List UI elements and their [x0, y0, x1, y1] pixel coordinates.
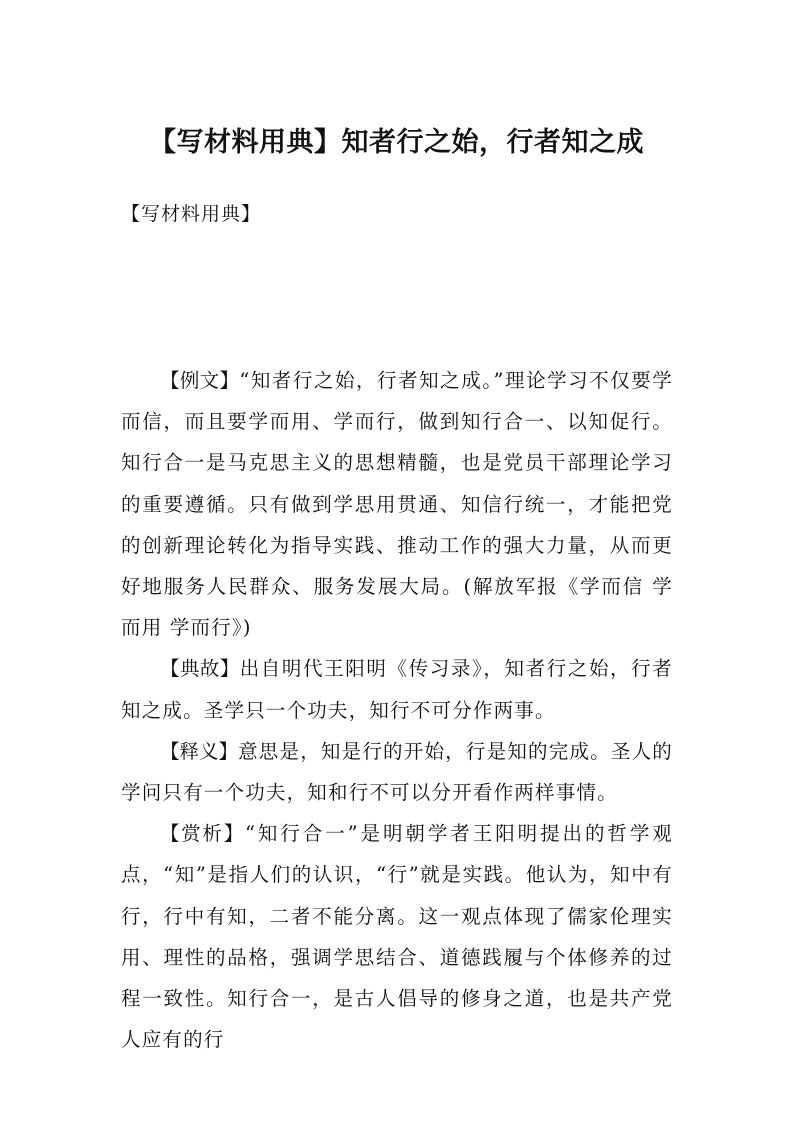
paragraph-text: 意思是，知是行的开始，行是知的完成。圣人的学问只有一个功夫，知和行不可以分开看作两样事情。 — [121, 739, 673, 805]
paragraph-example — [121, 360, 673, 648]
paragraph-text: “知者行之始，行者知之成。”理论学习不仅要学而信，而且要学而用、学而行，做到知行合一、以知促行。知行合一是马克思主义的思想精髓，也是党员干部理论学习的重要遵循。只有做到学思用贯通、知信行统一，才能把党的创新理论转化为指导实践、推动工作的强大力量，从而更好地服务人民群众、服务发展大局。(解放军报《学而信 学而用 学而行》) — [121, 369, 673, 640]
section-label: 【例文】 — [160, 369, 240, 392]
paragraph-allusion — [121, 648, 673, 730]
paragraph-interpretation — [121, 731, 673, 813]
paragraph-text: 出自明代王阳明《传习录》，知者行之始，行者知之成。圣学只一个功夫，知行不可分作两事。 — [121, 657, 673, 722]
document-body — [121, 360, 673, 1060]
section-label: 【典故】 — [160, 657, 240, 681]
paragraph-text: “知行合一”是明朝学者王阳明提出的哲学观点，“知”是指人们的认识，“行”就是实践。他认为，知中有行，行中有知，二者不能分离。这一观点体现了儒家伦理实用、理性的品格，强调学思结合、道德践履与个体修养的过程一致性。知行合一，是古人倡导的修身之道，也是共产党人应有的行 — [121, 822, 673, 1052]
document-title: 【写材料用典】知者行之始，行者知之成 — [149, 127, 644, 158]
paragraph-appreciation — [121, 813, 673, 1060]
document-subtitle: 【写材料用典】 — [121, 203, 262, 225]
section-label: 【释义】 — [160, 739, 239, 763]
section-label: 【赏析】 — [160, 822, 245, 846]
